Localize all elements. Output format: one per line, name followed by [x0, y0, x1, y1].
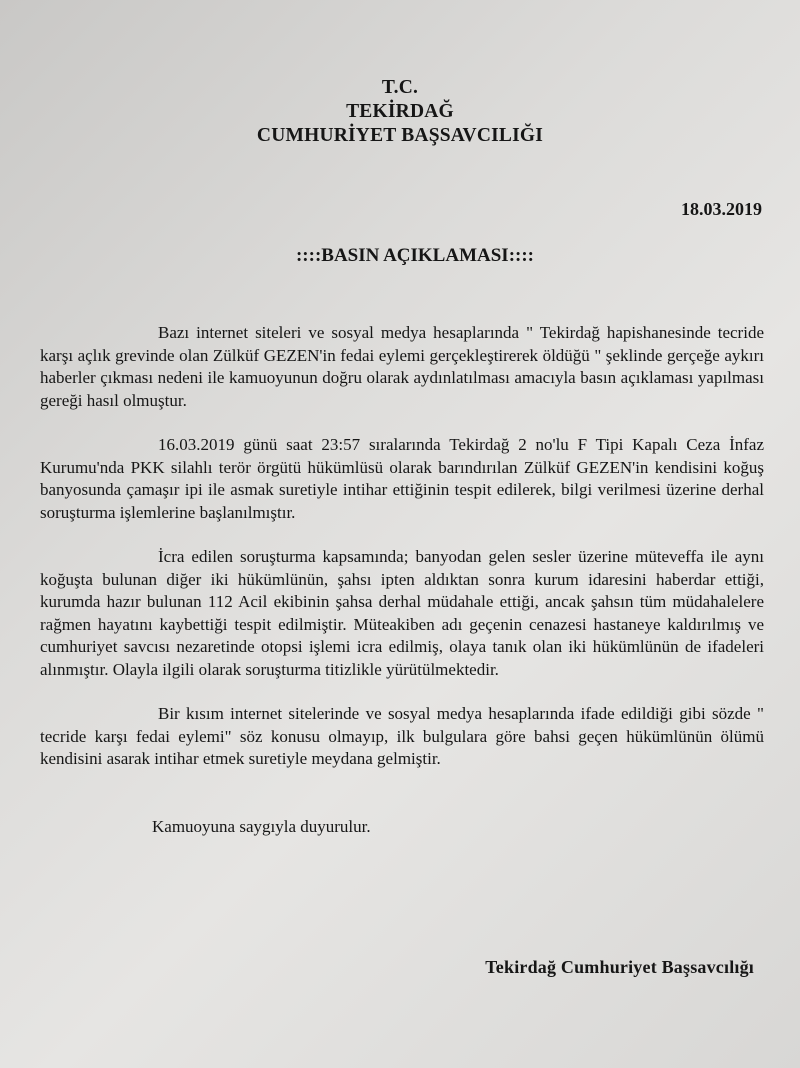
header-country: T.C.: [381, 77, 419, 98]
paragraph-4: Bir kısım internet sitelerinde ve sosyal medya hesaplarında ifade edildiği gibi sözde " tecride karşı fedai eylemi" söz konusu olmayıp, ilk bulgulara göre bahsi geçen hükümlünün ölümü kendisini asarak intihar etmek suretiyle meydana gelmiştir.: [40, 704, 764, 768]
closing-line: Kamuoyuna saygıyla duyurulur.: [152, 817, 371, 836]
document-body: [40, 322, 764, 793]
document-title: ::::BASIN AÇIKLAMASI::::: [295, 245, 535, 266]
paragraph-3: İcra edilen soruşturma kapsamında; banyodan gelen sesler üzerine müteveffa ile aynı koğuşta bulunan diğer iki hükümlünün, şahsı ipten aldıktan sonra kurum idaresini haberdar ettiği, kurumda hazır bulunan 112 Acil ekibinin şahsa derhal müdahale ettiği, ancak şahsın tüm müdahalelere rağmen hayatını kaybettiği tespit edilmiştir. Müteakiben adı geçenin cenazesi hastaneye kaldırılmış ve cumhuriyet savcısı nezaretinde otopsi işlemi icra edilmiş, olaya tanık olan iki hükümlünün de ifadeleri alınmıştır. Olayla ilgili olarak soruşturma titizlikle yürütülmektedir.: [40, 547, 764, 679]
header-province: TEKİRDAĞ: [346, 101, 454, 122]
issuing-authority-header: [0, 76, 800, 148]
header-office: CUMHURİYET BAŞSAVCILIĞI: [256, 125, 544, 146]
document-date: 18.03.2019: [681, 199, 762, 219]
paragraph-1: Bazı internet siteleri ve sosyal medya hesaplarında " Tekirdağ hapishanesinde tecride karşı açlık grevinde olan Zülküf GEZEN'in fedai eylemi gerçekleştirerek öldüğü " şeklinde gerçeğe aykırı haberler çıkması nedeni ile kamuoyunun doğru olarak aydınlatılması amacıyla basın açıklaması yapılması gereği hasıl olmuştur.: [40, 323, 764, 410]
paragraph-2: 16.03.2019 günü saat 23:57 sıralarında Tekirdağ 2 no'lu F Tipi Kapalı Ceza İnfaz Kurumu'nda PKK silahlı terör örgütü hükümlüsü olarak barındırılan Zülküf GEZEN'in kendisini koğuş banyosunda çamaşır ipi ile asmak suretiyle intihar ettiğinin tespit edilerek, bilgi verilmesi üzerine derhal soruşturma işlemlerine başlanılmıştır.: [40, 435, 764, 522]
signature-block: Tekirdağ Cumhuriyet Başsavcılığı: [485, 957, 754, 977]
